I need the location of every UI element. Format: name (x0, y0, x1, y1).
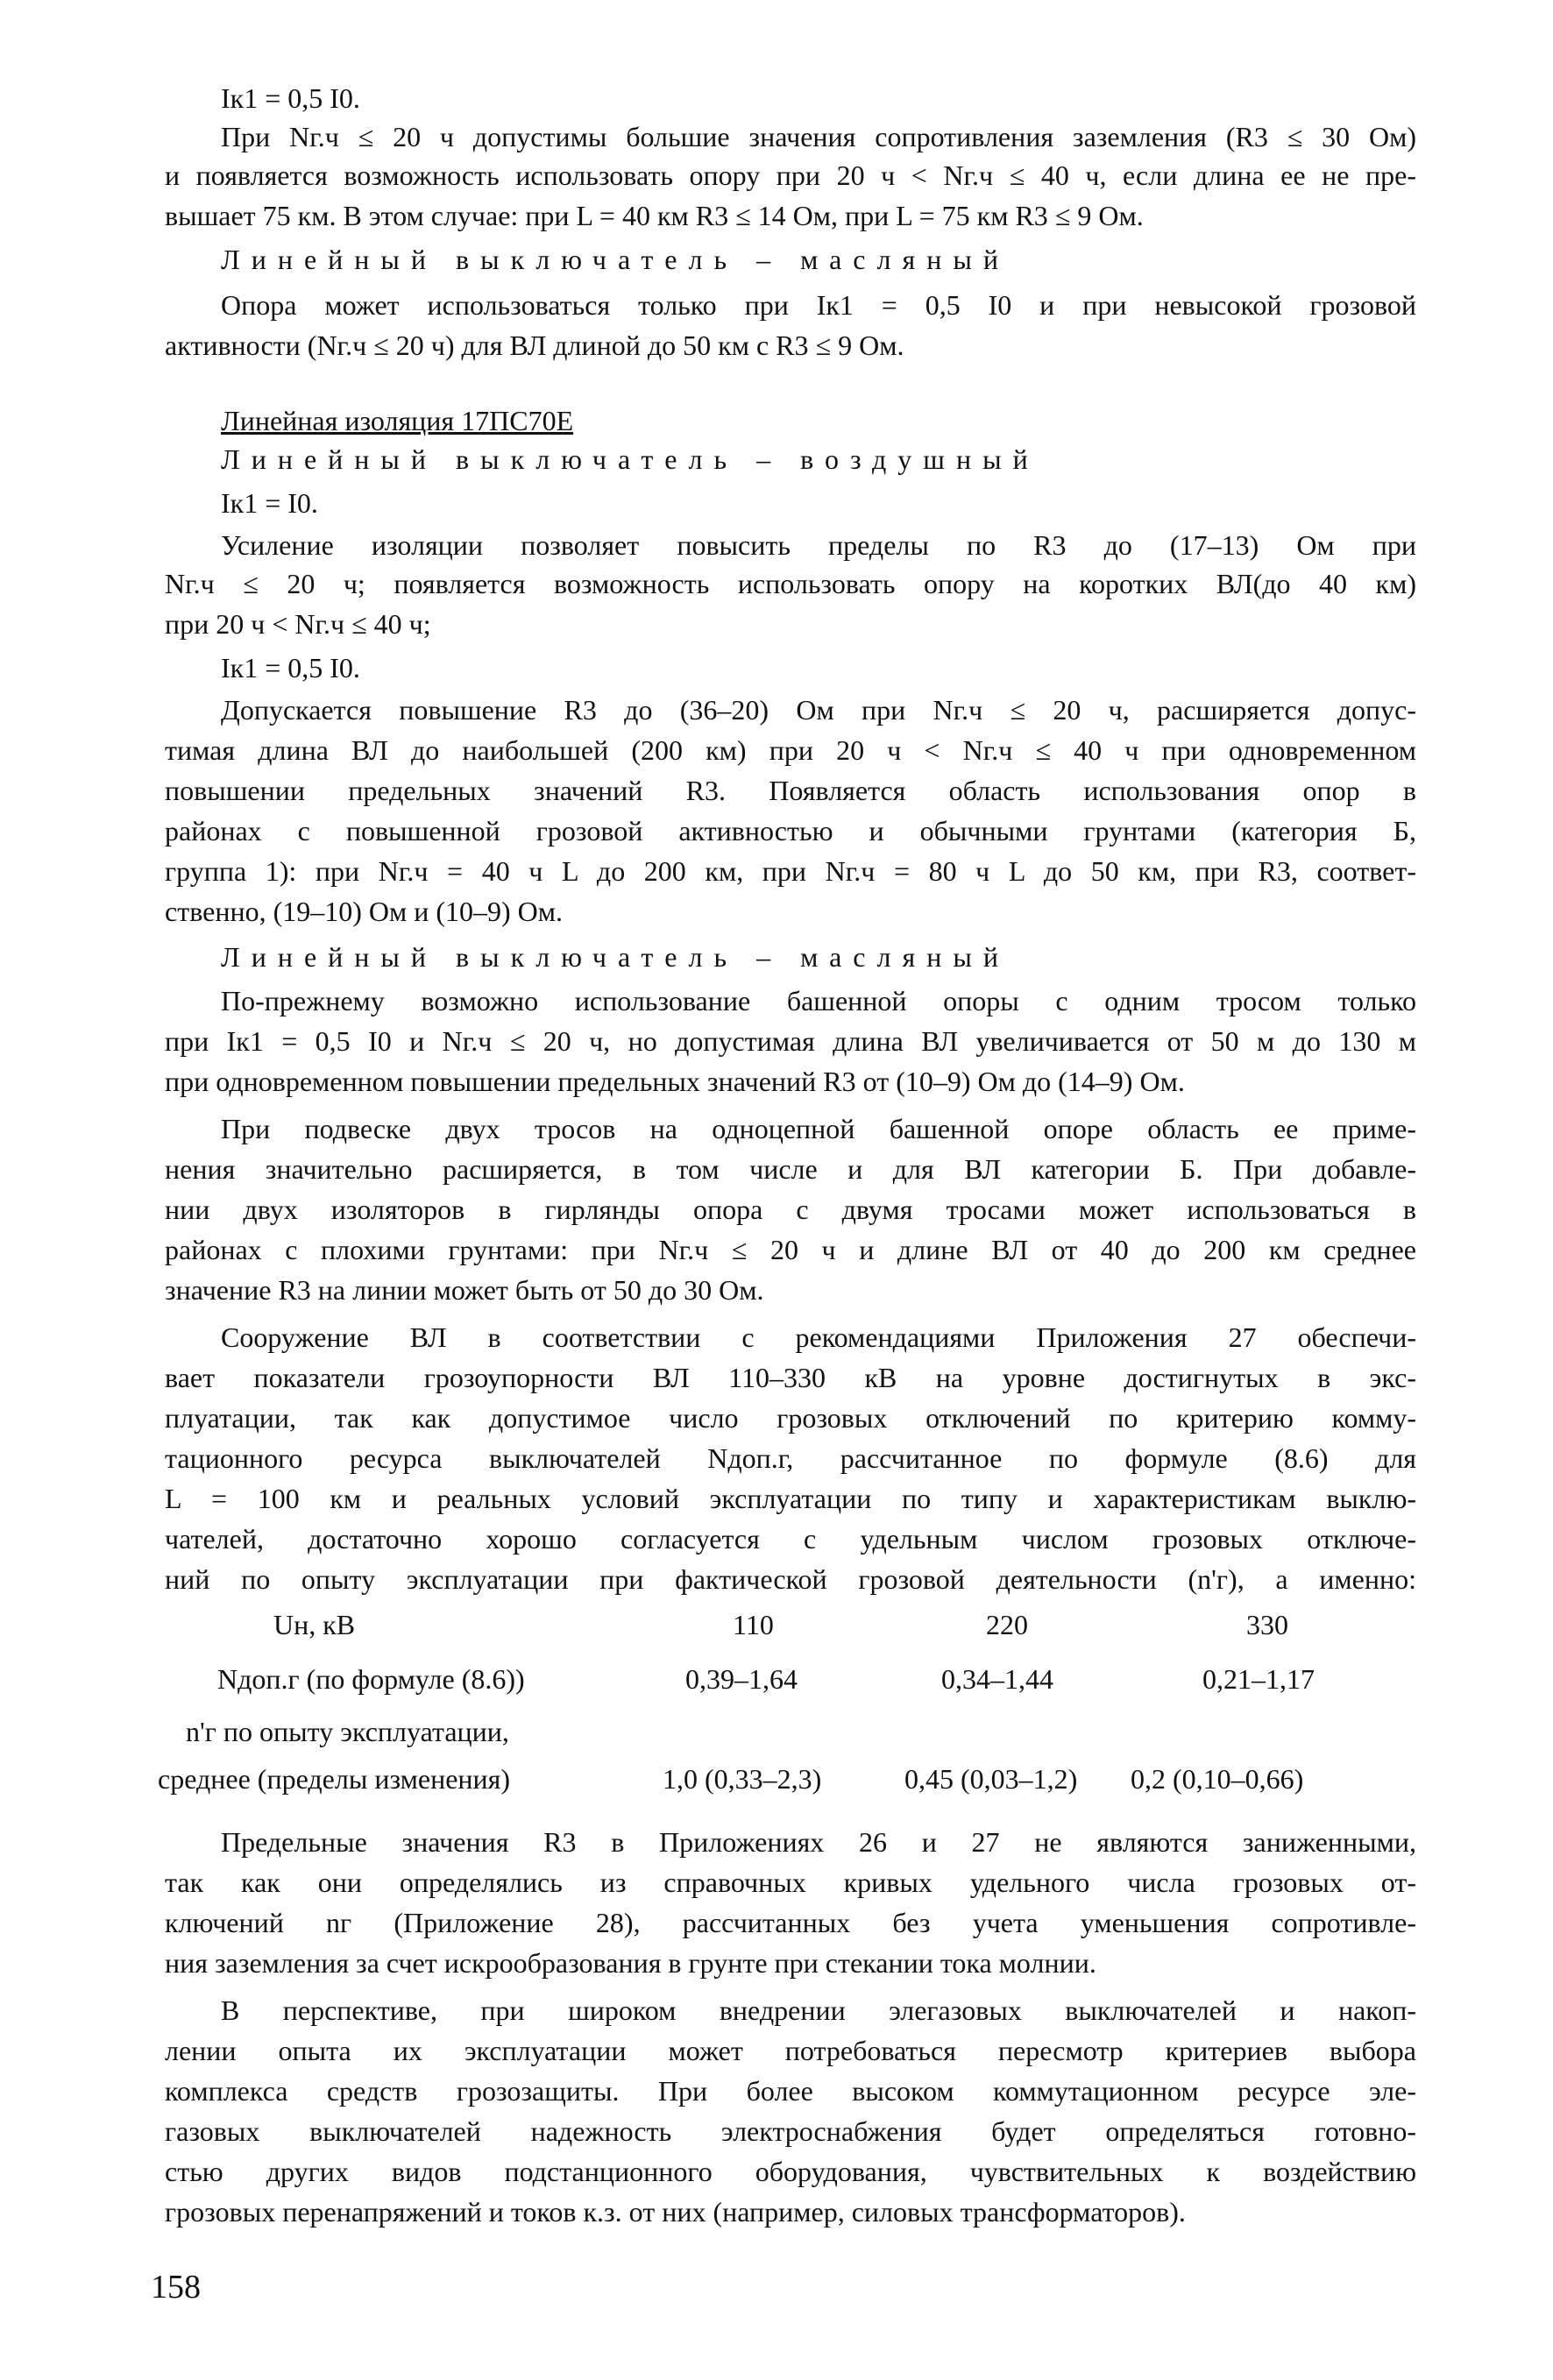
text-line: Опора может использоваться только при Iк1 = 0,5 I0 и при невысокой грозовой (221, 289, 1416, 321)
text-line: ключений nг (Приложение 28), рассчитанных без учета уменьшения сопротивле- (165, 1907, 1416, 1938)
subsection-title: Линейная изоляция 17ПС70Е (221, 405, 574, 436)
table-cell: 0,39–1,64 (685, 1663, 798, 1695)
table-cell: 0,34–1,44 (941, 1663, 1053, 1695)
text-line: и появляется возможность использовать опору при 20 ч < Nг.ч ≤ 40 ч, если длина ее не пре- (165, 159, 1416, 191)
text-line: Усиление изоляции позволяет повысить пределы по R3 до (17–13) Ом при (221, 529, 1416, 561)
text-line: группа 1): при Nг.ч = 40 ч L до 200 км, при Nг.ч = 80 ч L до 50 км, при R3, соответ- (165, 855, 1416, 887)
text-line: активности (Nг.ч ≤ 20 ч) для ВЛ длиной до 50 км с R3 ≤ 9 Ом. (165, 329, 904, 361)
text-line: грозовых перенапряжений и токов к.з. от них (например, силовых трансформаторов). (165, 2196, 1186, 2228)
text-line: лении опыта их эксплуатации может потребоваться пересмотр критериев выбора (165, 2035, 1416, 2066)
table-cell: 0,2 (0,10–0,66) (1131, 1763, 1304, 1795)
section-heading: Линейный выключатель – воздушный (221, 443, 1039, 475)
table-cell: 0,45 (0,03–1,2) (904, 1763, 1078, 1795)
text-line: районах с плохими грунтами: при Nг.ч ≤ 20 ч и длине ВЛ от 40 до 200 км среднее (165, 1234, 1416, 1265)
text-line: ний по опыту эксплуатации при фактической грозовой деятельности (n'г), а именно: (165, 1563, 1416, 1595)
text-line: вышает 75 км. В этом случае: при L = 40 км R3 ≤ 14 Ом, при L = 75 км R3 ≤ 9 Ом. (165, 200, 1144, 231)
table-cell: n'г по опыту эксплуатации, (186, 1716, 509, 1747)
text-line: плуатации, так как допустимое число грозовых отключений по критерию комму- (165, 1402, 1416, 1434)
text-line: чателей, достаточно хорошо согласуется с удельным числом грозовых отключе- (165, 1523, 1416, 1555)
text-line: тационного ресурса выключателей Nдоп.г, рассчитанное по формуле (8.6) для (165, 1442, 1416, 1474)
table-cell: 330 (1246, 1609, 1288, 1640)
text-line: комплекса средств грозозащиты. При более высоком коммутационном ресурсе эле- (165, 2075, 1416, 2107)
text-line: нения значительно расширяется, в том числе и для ВЛ категории Б. При добавле- (165, 1153, 1416, 1185)
text-line: В перспективе, при широком внедрении элегазовых выключателей и накоп- (221, 1994, 1416, 2026)
table-cell: 220 (986, 1609, 1028, 1640)
text-line: Допускается повышение R3 до (36–20) Ом при Nг.ч ≤ 20 ч, расширяется допус- (221, 694, 1416, 726)
formula-line: Iк1 = 0,5 I0. (221, 652, 360, 684)
table-cell: Nдоп.г (по формуле (8.6)) (217, 1663, 525, 1695)
formula-line: Iк1 = 0,5 I0. (221, 82, 360, 114)
table-cell: 1,0 (0,33–2,3) (663, 1763, 822, 1795)
section-heading: Линейный выключатель – масляный (221, 941, 1010, 973)
text-line: При подвеске двух тросов на одноцепной башенной опоре область ее приме- (221, 1113, 1416, 1144)
formula-line: Iк1 = I0. (221, 487, 318, 519)
text-line: При Nг.ч ≤ 20 ч допустимы большие значения сопротивления заземления (R3 ≤ 30 Ом) (221, 121, 1416, 152)
text-line: повышении предельных значений R3. Появляется область использования опор в (165, 775, 1416, 806)
section-heading: Линейный выключатель – масляный (221, 244, 1010, 275)
text-line: значение R3 на линии может быть от 50 до 30 Ом. (165, 1274, 764, 1306)
text-line: при одновременном повышении предельных значений R3 от (10–9) Ом до (14–9) Ом. (165, 1066, 1185, 1097)
text-line: так как они определялись из справочных кривых удельного числа грозовых от- (165, 1866, 1416, 1898)
text-line: ния заземления за счет искрообразования в грунте при стекании тока молнии. (165, 1947, 1096, 1979)
page-number: 158 (151, 2269, 201, 2306)
text-line: стью других видов подстанционного оборудования, чувствительных к воздействию (165, 2156, 1416, 2187)
text-line: при 20 ч < Nг.ч ≤ 40 ч; (165, 608, 431, 640)
table-cell: Uн, кВ (273, 1609, 356, 1640)
text-line: районах с повышенной грозовой активностью и обычными грунтами (категория Б, (165, 815, 1416, 846)
table-cell: 110 (733, 1609, 774, 1640)
text-line: Сооружение ВЛ в соответствии с рекомендациями Приложения 27 обеспечи- (221, 1321, 1416, 1353)
text-line: при Iк1 = 0,5 I0 и Nг.ч ≤ 20 ч, но допустимая длина ВЛ увеличивается от 50 м до 130 м (165, 1025, 1416, 1057)
text-line: ственно, (19–10) Ом и (10–9) Ом. (165, 896, 564, 927)
text-line: Nг.ч ≤ 20 ч; появляется возможность использовать опору на коротких ВЛ(до 40 км) (165, 568, 1416, 599)
text-line: вает показатели грозоупорности ВЛ 110–330 кВ на уровне достигнутых в экс- (165, 1362, 1416, 1393)
text-line: По-прежнему возможно использование башенной опоры с одним тросом только (221, 985, 1416, 1016)
text-line: нии двух изоляторов в гирлянды опора с двумя тросами может использоваться в (165, 1194, 1416, 1225)
text-line: L = 100 км и реальных условий эксплуатации по типу и характеристикам выклю- (165, 1483, 1416, 1514)
text-line: газовых выключателей надежность электроснабжения будет определяться готовно- (165, 2115, 1416, 2147)
text-line: тимая длина ВЛ до наибольшей (200 км) при 20 ч < Nг.ч ≤ 40 ч при одновременном (165, 734, 1416, 766)
table-cell: среднее (пределы изменения) (158, 1763, 511, 1795)
text-line: Предельные значения R3 в Приложениях 26 и 27 не являются заниженными, (221, 1826, 1416, 1858)
table-cell: 0,21–1,17 (1202, 1663, 1315, 1695)
